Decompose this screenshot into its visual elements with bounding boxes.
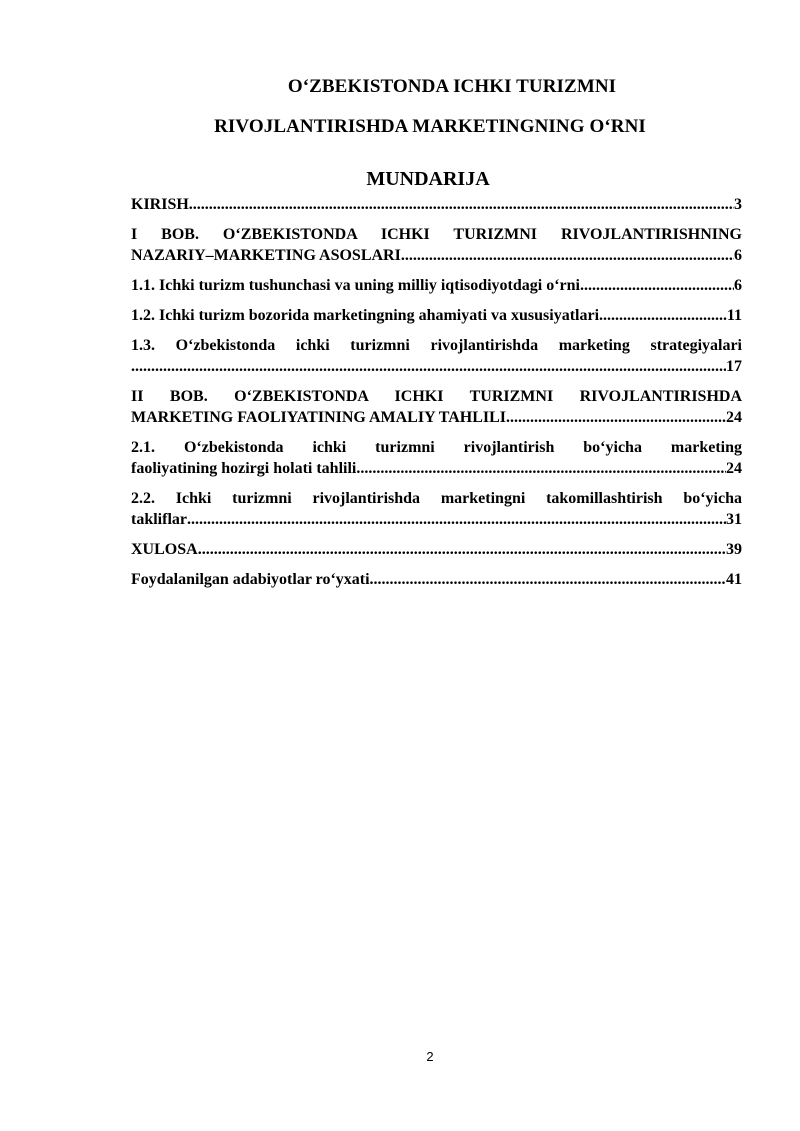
dot-leader — [198, 539, 726, 560]
toc-entry-page: 3 — [734, 196, 742, 213]
toc-entry-page: 24 — [726, 460, 742, 477]
toc-entry-title: XULOSA — [131, 541, 198, 558]
toc-entry-title: 1.2. Ichki turizm bozorida marketingning ahamiyati va xususiyatlari — [131, 307, 600, 324]
toc-entry-title: I BOB. O‘ZBEKISTONDA ICHKI TURIZMNI RIVOJLANTIRISHNING — [131, 226, 742, 243]
toc-entry-title-cont: faoliyatining hozirgi holati tahlili — [131, 460, 357, 477]
toc-heading: MUNDARIJA — [366, 168, 490, 190]
toc-entry[interactable] — [131, 335, 742, 377]
dot-leader — [187, 509, 726, 530]
toc-entry-title: KIRISH — [131, 196, 189, 213]
dot-leader — [370, 569, 726, 590]
toc-entry-page: 41 — [726, 571, 742, 588]
toc-entry-page: 17 — [726, 358, 742, 375]
toc-entry-title: Foydalanilgan adabiyotlar ro‘yxati — [131, 571, 370, 588]
toc-entry-page: 6 — [734, 277, 742, 294]
table-of-contents — [131, 194, 742, 590]
toc-entry-title: 1.3. O‘zbekistonda ichki turizmni rivojlantirishda marketing strategiyalari — [131, 337, 742, 354]
toc-entry[interactable] — [131, 275, 742, 296]
dot-leader — [401, 245, 734, 266]
dot-leader — [131, 356, 726, 377]
toc-entry-title: II BOB. O‘ZBEKISTONDA ICHKI TURIZMNI RIVOJLANTIRISHDA — [131, 388, 742, 405]
document-title-line-2: RIVOJLANTIRISHDA MARKETINGNING O‘RNI — [214, 116, 646, 137]
dot-leader — [356, 458, 726, 479]
toc-entry-title: 2.1. O‘zbekistonda ichki turizmni rivojlantirish bo‘yicha marketing — [131, 439, 742, 456]
toc-entry-page: 6 — [734, 247, 742, 264]
toc-entry[interactable] — [131, 539, 742, 560]
toc-entry[interactable] — [131, 437, 742, 479]
toc-entry[interactable] — [131, 305, 742, 326]
dot-leader — [580, 275, 734, 296]
toc-entry-page: 24 — [726, 409, 742, 426]
dot-leader — [506, 407, 726, 428]
toc-entry-title-cont: NAZARIY–MARKETING ASOSLARI — [131, 247, 401, 264]
toc-entry[interactable] — [131, 488, 742, 530]
document-title-line-1: O‘ZBEKISTONDA ICHKI TURIZMNI — [287, 76, 617, 97]
toc-entry[interactable] — [131, 569, 742, 590]
toc-entry-title-cont: MARKETING FAOLIYATINING AMALIY TAHLILI — [131, 409, 507, 426]
page-number: 2 — [426, 1049, 434, 1064]
dot-leader — [599, 305, 727, 326]
toc-entry[interactable] — [131, 194, 742, 215]
toc-entry-title-cont: takliflar — [131, 511, 187, 528]
toc-entry-page: 11 — [726, 307, 742, 324]
toc-entry[interactable] — [131, 386, 742, 428]
toc-entry-page: 31 — [726, 511, 742, 528]
toc-entry-page: 39 — [726, 541, 742, 558]
toc-entry[interactable] — [131, 224, 742, 266]
toc-entry-title: 2.2. Ichki turizmni rivojlantirishda marketingni takomillashtirish bo‘yicha — [131, 490, 742, 507]
toc-entry-title: 1.1. Ichki turizm tushunchasi va uning milliy iqtisodiyotdagi o‘rni — [131, 277, 580, 294]
dot-leader — [189, 194, 734, 215]
